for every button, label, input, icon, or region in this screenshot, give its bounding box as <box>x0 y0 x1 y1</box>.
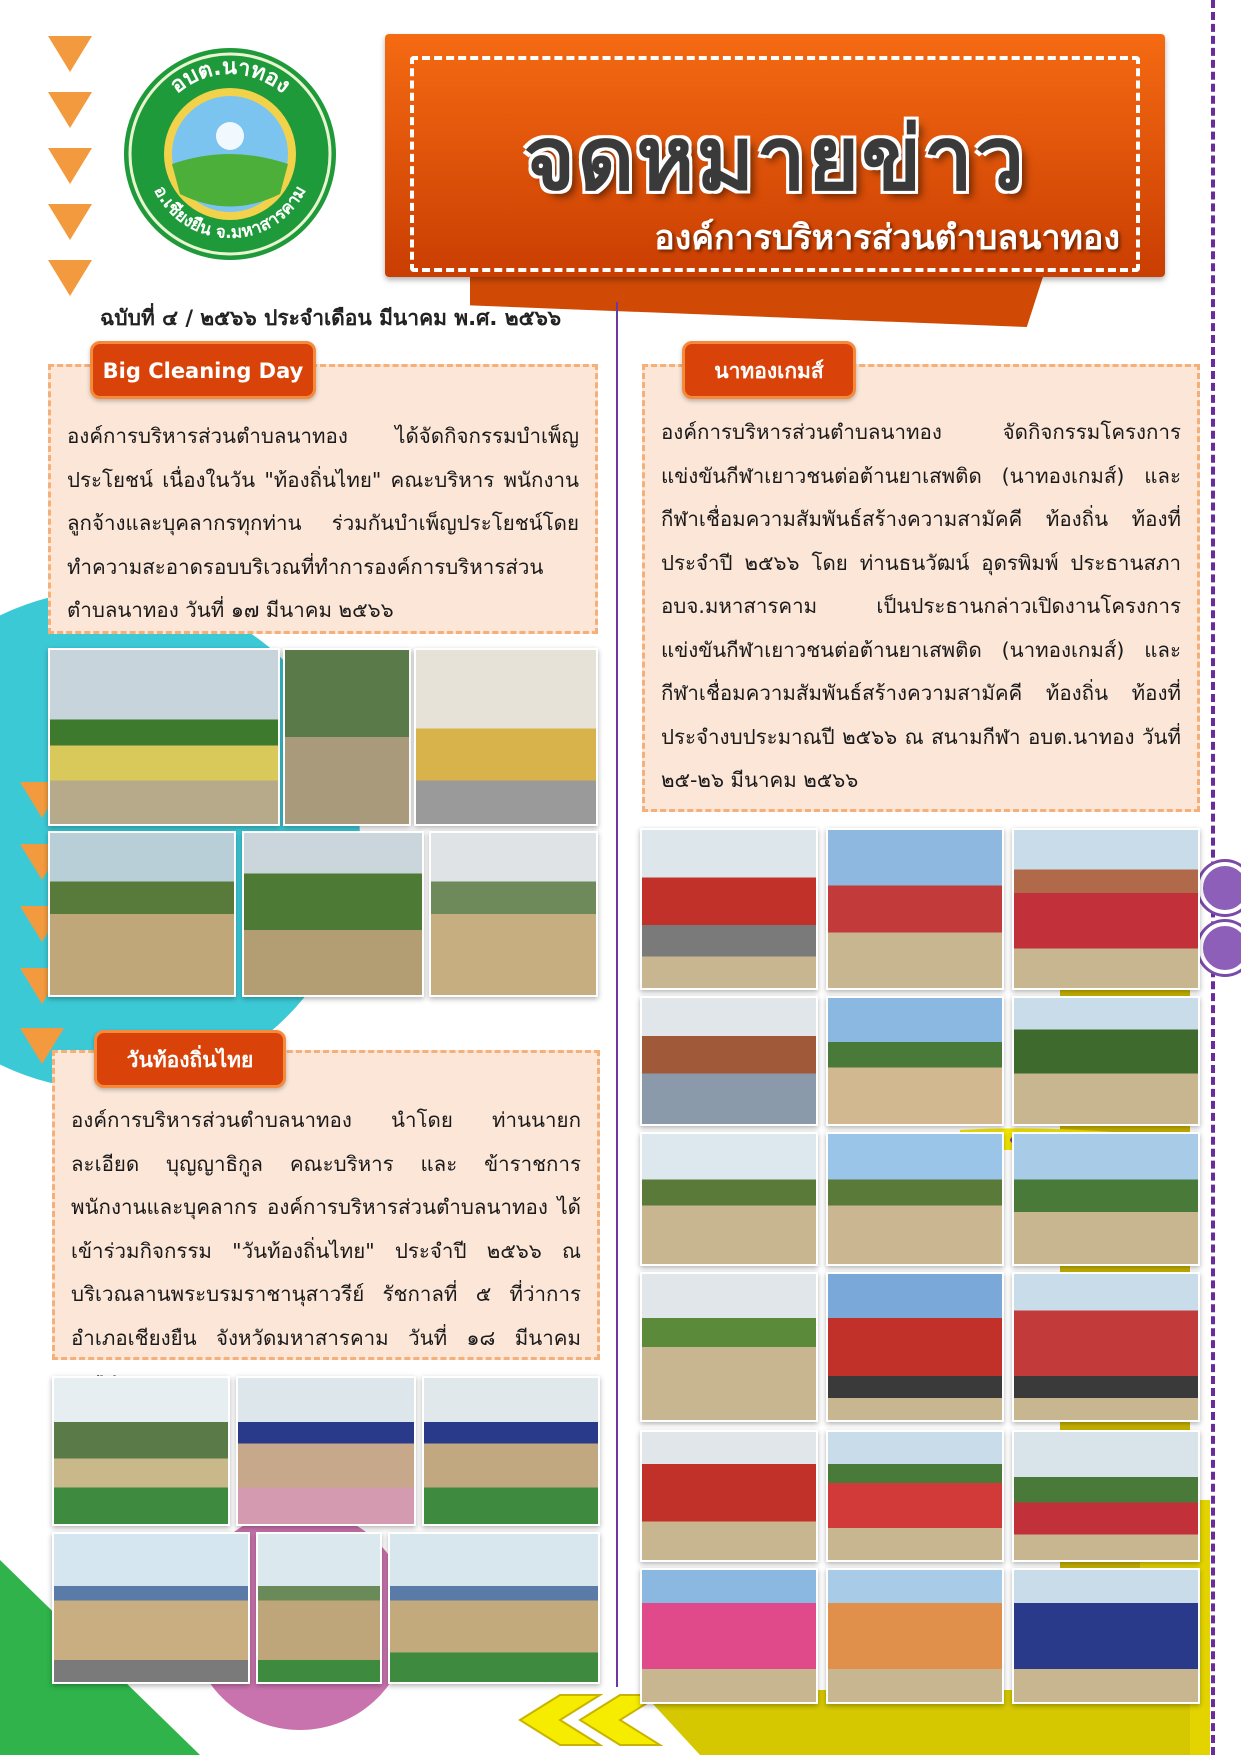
games-photo <box>1012 996 1200 1126</box>
cleaning-day-panel <box>48 364 598 634</box>
logo-bottom-text: อ.เชียงยืน จ.มหาสารคาม <box>149 182 311 244</box>
svg-text:อ.เชียงยืน จ.มหาสารคาม <box>149 183 310 244</box>
local-day-body: องค์การบริหารส่วนตำบลนาทอง นำโดย ท่านนายกละเอียด บุญญาธิกูล คณะบริหาร และ ข้าราชการ พนักงานและบุคลากร องค์การบริหารส่วนตำบลนาทอง ได้เข้าร่วมกิจกรรม "วันท้องถิ่นไทย" ประจำปี ๒๕๖๖ ณ บริเวณลานพระบรมราชานุสาวรีย์ รัชกาลที่ ๕ ที่ว่าการอำเภอเชียงยืน จังหวัดมหาสารคาม วันที่ ๑๘ มีนาคม <box>71 1108 581 1350</box>
cleaning-day-body: องค์การบริหารส่วนตำบลนาทอง ได้จัดกิจกรรมบำเพ็ญประโยชน์ เนื่องในวัน "ท้องถิ่นไทย" คณะบริหาร พนักงาน ลูกจ้างและบุคลากรทุกท่าน ร่วมกันบำเพ็ญประโยชน์โดยทำความสะอาดรอบบริเวณที่ทำการองค์การบริหารส่วนตำบลนาทอง วันที่ ๑๗ มีนาคม ๒๕๖๖ <box>67 424 579 622</box>
triangle-decoration <box>48 36 92 72</box>
logo <box>120 44 340 264</box>
games-photo <box>826 1272 1004 1422</box>
games-body: องค์การบริหารส่วนตำบลนาทอง จัดกิจกรรมโครงการแข่งขันกีฬาเยาวชนต่อต้านยาเสพติด (นาทองเกมส์) และกีฬาเชื่อมความสัมพันธ์สร้างความสามัคคี ท้องถิ่น ท้องที่ ประจำปี ๒๕๖๖ โดย ท่านธนวัฒน์ อุดรพิมพ์ ประธานสภา อบจ.มหาสารคาม เป็นประธานกล่าวเปิดงานโครงการแข่งขันกีฬาเยาวชนต่อต้านยาเสพติด (นาทองเกมส์) และกีฬาเชื่อมความสัมพันธ์สร้างความสามัคคี ท้องถิ่น ท้องที่ ประจำงบประมาณปี ๒๕๖๖ ณ สนามกีฬา อบต.นาทอง วันที่ ๒๕-๒๖ มีนาคม ๒๕๖๖ <box>661 420 1181 792</box>
triangle-decoration <box>48 260 92 296</box>
local-day-photo <box>52 1376 230 1526</box>
local-day-panel <box>52 1050 600 1360</box>
column-divider <box>616 302 618 1687</box>
local-day-photo <box>236 1376 416 1526</box>
games-panel <box>642 364 1200 812</box>
triangle-decoration <box>48 148 92 184</box>
local-day-photo <box>388 1532 600 1684</box>
games-photo <box>640 996 818 1126</box>
cleaning-photo <box>48 831 236 997</box>
cleaning-photo <box>48 648 280 826</box>
issue-line: ฉบับที่ ๔ / ๒๕๖๖ ประจำเดือน มีนาคม พ.ศ. ๒๕๖๖ <box>100 306 562 330</box>
newsletter-title: จดหมายข่าว <box>523 107 1027 210</box>
games-photo <box>1012 828 1200 990</box>
games-tab: นาทองเกมส์ <box>682 341 856 399</box>
games-photo <box>826 828 1004 990</box>
games-photo <box>1012 1132 1200 1266</box>
local-day-photo <box>256 1532 382 1684</box>
games-photo <box>1012 1430 1200 1562</box>
cleaning-photo <box>414 648 598 826</box>
games-photo <box>826 1568 1004 1704</box>
local-day-photo <box>52 1532 250 1684</box>
games-photo <box>640 828 818 990</box>
triangle-decoration <box>48 204 92 240</box>
cleaning-photo <box>283 648 411 826</box>
games-photo <box>1012 1568 1200 1704</box>
games-photo <box>640 1132 818 1266</box>
games-photo <box>826 1132 1004 1266</box>
games-photo <box>826 1430 1004 1562</box>
cleaning-day-tab: Big Cleaning Day <box>90 341 316 399</box>
games-photo <box>826 996 1004 1126</box>
svg-text:อบต.นาทอง <box>165 55 294 99</box>
local-day-photo <box>422 1376 600 1526</box>
logo-top-text: อบต.นาทอง <box>165 54 295 99</box>
games-photo <box>640 1272 818 1422</box>
games-photo <box>1012 1272 1200 1422</box>
cleaning-photo <box>429 831 598 997</box>
triangle-decoration <box>48 92 92 128</box>
organization-name: องค์การบริหารส่วนตำบลนาทอง <box>654 218 1120 258</box>
local-day-tab: วันท้องถิ่นไทย <box>94 1030 286 1088</box>
games-photo <box>640 1430 818 1562</box>
cleaning-photo <box>242 831 424 997</box>
games-photo <box>640 1568 818 1704</box>
